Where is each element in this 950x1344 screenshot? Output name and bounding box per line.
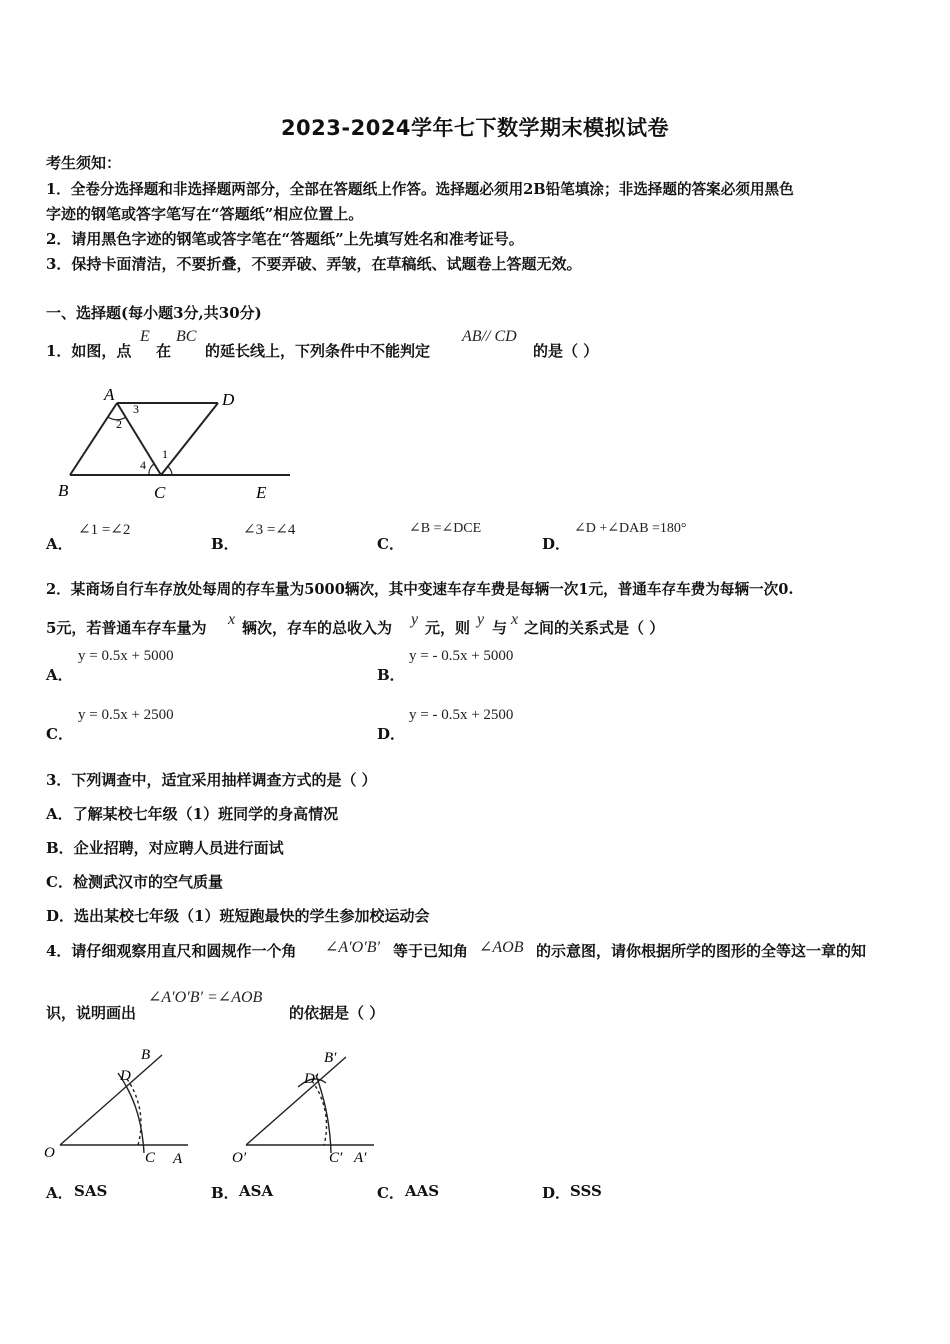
- q3-option-a[interactable]: A．了解某校七年级（1）班同学的身高情况: [46, 805, 339, 823]
- q2-text-4: 与: [492, 619, 508, 637]
- notice-line-2: 2．请用黑色字迹的钢笔或答字笔在“答题纸”上先填写姓名和准考证号。: [46, 230, 524, 248]
- notice-line-1b: 字迹的钢笔或答字笔写在“答题纸”相应位置上。: [46, 205, 364, 223]
- q4-text-3: 的示意图，请你根据所学的图形的全等这一章的知: [536, 942, 867, 960]
- fig2-label-b: B: [141, 1047, 151, 1063]
- q4-figure-1: [40, 1045, 200, 1170]
- fig3-label-d: D′: [304, 1071, 319, 1087]
- q1-option-d-letter[interactable]: D．: [542, 535, 571, 553]
- q4-option-d-letter[interactable]: D．: [542, 1184, 571, 1202]
- q1-text-3: 的延长线上，下列条件中不能判定: [205, 342, 431, 360]
- q2-text-3: 元，则: [425, 619, 471, 637]
- q1-option-d-math: ∠D +∠DAB =180°: [574, 521, 687, 536]
- q4-text-4: 识，说明画出: [46, 1004, 137, 1022]
- q1-option-b-math: ∠3 =∠4: [243, 522, 296, 538]
- q2-text-1: 5元，若普通车存车量为: [46, 619, 207, 637]
- q1-text-4: 的是（ ）: [533, 342, 599, 360]
- q2-option-b-letter[interactable]: B．: [377, 666, 405, 684]
- q2-option-d-letter[interactable]: D．: [377, 725, 406, 743]
- fig2-label-o: O: [44, 1145, 55, 1161]
- q1-math-ab-cd: AB// CD: [462, 328, 517, 345]
- fig1-angle-3: 3: [133, 402, 139, 416]
- q4-text-2: 等于已知角: [393, 942, 469, 960]
- q2-text-5: 之间的关系式是（ ）: [524, 619, 665, 637]
- q1-option-a-math: ∠1 =∠2: [78, 522, 131, 538]
- page-title: 2023-2024学年七下数学期末模拟试卷: [280, 116, 670, 140]
- notice-line-3: 3．保持卡面清洁，不要折叠，不要弄破、弄皱，在草稿纸、试题卷上答题无效。: [46, 255, 582, 273]
- q3-stem: 3．下列调查中，适宜采用抽样调查方式的是（ ）: [46, 771, 377, 789]
- fig3-label-b: B′: [324, 1050, 337, 1066]
- q1-figure: [50, 380, 300, 505]
- fig2-label-a: A: [173, 1151, 183, 1167]
- q4-math-2: ∠AOB: [479, 939, 524, 956]
- q1-text-2: 在: [156, 342, 172, 360]
- q3-option-c[interactable]: C．检测武汉市的空气质量: [46, 873, 223, 891]
- q2-option-b-math: y = - 0.5x + 5000: [409, 648, 514, 664]
- q1-option-c-letter[interactable]: C．: [377, 535, 404, 553]
- fig1-label-d: D: [222, 390, 235, 409]
- q2-math-y1: y: [411, 611, 419, 628]
- q2-line-1: 2．某商场自行车存放处每周的存车量为5000辆次，其中变速车存车费是每辆一次1元，普通车存车费为每辆一次0.: [46, 581, 794, 598]
- q3-option-d[interactable]: D．选出某校七年级（1）班短跑最快的学生参加校运动会: [46, 907, 430, 925]
- q2-math-y2: y: [477, 611, 485, 628]
- q4-option-c-letter[interactable]: C．: [377, 1184, 404, 1202]
- q1-text-1: 1．如图，点: [46, 342, 132, 360]
- fig3-label-c: C′: [329, 1150, 343, 1166]
- q4-math-3: ∠A′O′B′ =∠AOB: [148, 989, 263, 1006]
- q2-option-c-letter[interactable]: C．: [46, 725, 73, 743]
- q2-math-x2: x: [511, 611, 519, 628]
- q4-option-a-letter[interactable]: A．: [46, 1184, 73, 1202]
- fig3-label-o: O′: [232, 1150, 247, 1166]
- q1-math-e: E: [140, 328, 150, 345]
- fig1-angle-4: 4: [140, 458, 146, 472]
- fig2-label-c: C: [145, 1150, 156, 1166]
- fig2-label-d: D: [120, 1068, 131, 1084]
- q4-option-d-text: SSS: [570, 1182, 602, 1200]
- q4-text-1: 4．请仔细观察用直尺和圆规作一个角: [46, 942, 297, 960]
- q1-option-c-math: ∠B =∠DCE: [409, 521, 482, 536]
- q4-math-1: ∠A′O′B′: [325, 939, 381, 956]
- q1-option-a-letter[interactable]: A．: [46, 535, 73, 553]
- fig1-label-c: C: [154, 483, 166, 502]
- q4-option-c-text: AAS: [405, 1182, 440, 1200]
- q3-option-b[interactable]: B．企业招聘，对应聘人员进行面试: [46, 839, 284, 857]
- fig1-label-e: E: [256, 483, 267, 502]
- q4-figure-2: [228, 1045, 388, 1170]
- fig3-label-a: A′: [354, 1150, 367, 1166]
- q2-text-2: 辆次，存车的总收入为: [242, 619, 393, 637]
- q2-option-c-math: y = 0.5x + 2500: [78, 707, 174, 723]
- fig1-angle-2: 2: [116, 417, 122, 431]
- q2-math-x1: x: [228, 611, 236, 628]
- fig1-angle-1: 1: [162, 447, 168, 461]
- fig1-label-b: B: [58, 481, 69, 500]
- q4-text-5: 的依据是（ ）: [289, 1004, 385, 1022]
- q2-option-d-math: y = - 0.5x + 2500: [409, 707, 514, 723]
- q1-math-bc: BC: [176, 328, 197, 345]
- q4-option-b-text: ASA: [239, 1182, 274, 1200]
- notice-heading: 考生须知：: [46, 154, 122, 172]
- q1-option-b-letter[interactable]: B．: [211, 535, 239, 553]
- q2-option-a-math: y = 0.5x + 5000: [78, 648, 174, 664]
- section-heading: 一、选择题(每小题3分,共30分): [46, 304, 262, 322]
- q4-option-a-text: SAS: [74, 1182, 108, 1200]
- notice-line-1a: 1．全卷分选择题和非选择题两部分，全部在答题纸上作答。选择题必须用2B铅笔填涂；非选择题的答案必须用黑色: [46, 181, 794, 198]
- q2-option-a-letter[interactable]: A．: [46, 666, 73, 684]
- q4-option-b-letter[interactable]: B．: [211, 1184, 239, 1202]
- fig1-label-a: A: [104, 385, 115, 404]
